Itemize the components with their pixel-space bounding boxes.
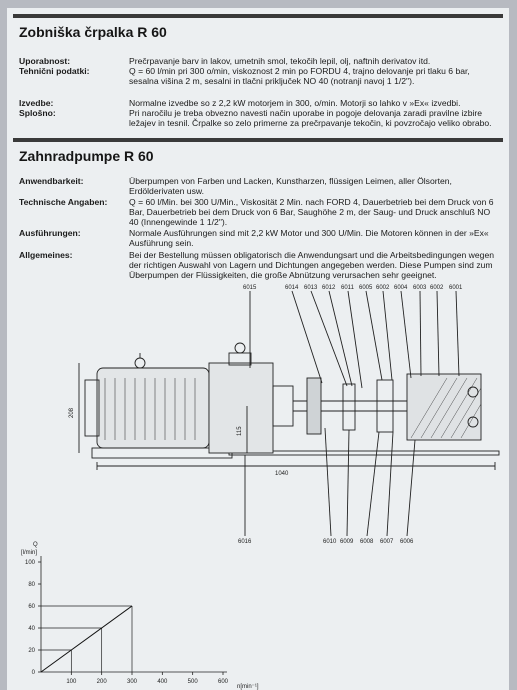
row-label: Splošno: — [19, 108, 56, 118]
row-text: Pri naročilu je treba obvezno navesti način uporabe in pogoje delovanja zaradi pravilne izbire ležajev in tesnil. Črpalke so zelo primerne za prečrpavanje tekočin, ki povzročajo veliko obrabo. — [129, 108, 492, 129]
series-line — [41, 606, 132, 672]
row-label: Anwendbarkeit: — [19, 176, 84, 186]
y-tick-label: 100 — [24, 560, 35, 566]
row-text: Q = 60 l/Min. bei 300 U/Min., Viskosität 2 Min. nach FORD 4, Dauerbetrieb bei dem Druck von 6 Bar, Dauerbetrieb bei dem Druck von 6 Bar, Saughöhe 2 m, der Saug- und Druck anschluß NO 40 (Innengewinde 1 1/2"). — [129, 197, 494, 228]
x-tick-label: 400 — [157, 679, 168, 685]
part-number: 6015 — [243, 285, 257, 291]
x-tick-label: 300 — [126, 679, 138, 685]
part-number: 6004 — [394, 285, 408, 291]
chart-ylabel-top: Q — [33, 542, 38, 548]
y-tick-label: 40 — [28, 626, 35, 632]
x-tick-label: 500 — [187, 679, 198, 685]
row-label: Allgemeines: — [19, 250, 73, 260]
part-number: 6003 — [413, 285, 427, 291]
part-number: 6014 — [285, 285, 299, 291]
y-tick-label: 0 — [31, 670, 35, 676]
chart-ylabel-unit: [l/min] — [21, 550, 38, 556]
german-title: Zahnradpumpe R 60 — [19, 148, 154, 164]
row-text: Bei der Bestellung müssen obligatorisch die Anwendungsart und die Arbeitsbedingungen wegen der richtigen Auswahl von Lagern und Dichtungen angegeben werden. Diese Pumpen sind zum Überpumpen der Flüssigkeiten, die große Abnützung verursachen sehr geeignet. — [129, 250, 495, 281]
y-tick-label: 60 — [28, 604, 35, 610]
dimension-shaft-height: 115 — [237, 426, 243, 436]
part-number: 6007 — [380, 539, 394, 545]
row-label: Izvedbe: — [19, 98, 54, 108]
row-text: Normale Ausführungen sind mit 2,2 kW Motor und 300 U/Min. Die Motoren können in der »Ex« Ausführung sein. — [129, 228, 489, 249]
part-number: 6011 — [341, 285, 354, 291]
row-text: Überpumpen von Farben und Lacken, Kunstharzen, flüssigen Leimen, aller Ölsorten, Erdölderivaten usw. — [129, 176, 452, 197]
part-number: 6012 — [322, 285, 336, 291]
part-number: 6016 — [238, 539, 252, 545]
catalog-page — [7, 8, 509, 690]
part-number: 6006 — [400, 539, 414, 545]
dimension-length: 1040 — [275, 471, 289, 477]
part-number: 6002 — [376, 285, 390, 291]
y-tick-label: 80 — [28, 582, 35, 588]
dimension-height: 208 — [69, 407, 75, 418]
part-number: 6010 — [323, 539, 337, 545]
chart-xlabel: n[min⁻¹] — [237, 684, 259, 690]
part-number: 6005 — [359, 285, 373, 291]
part-number: 6001 — [449, 285, 463, 291]
row-label: Ausführungen: — [19, 228, 81, 238]
row-text: Prečrpavanje barv in lakov, umetnih smol, tekočih lepil, olj, naftnih derivatov itd. — [129, 56, 431, 66]
row-label: Technische Angaben: — [19, 197, 108, 207]
part-number: 6009 — [340, 539, 354, 545]
x-tick-label: 100 — [66, 679, 77, 685]
row-label: Tehnični podatki: — [19, 66, 90, 76]
x-tick-label: 200 — [96, 679, 107, 685]
row-label: Uporabnost: — [19, 56, 71, 66]
row-text: Q = 60 l/min pri 300 o/min, viskoznost 2 min po FORDU 4, trajno delovanje pri tlaku 6 bar, sesalna višina 2 m, sesalni in tlačni priključek NO 40 (notranji navoj 1 1/2"). — [129, 66, 470, 87]
y-tick-label: 20 — [28, 648, 35, 654]
x-tick-label: 600 — [217, 679, 229, 685]
part-number: 6008 — [360, 539, 374, 545]
performance-chart — [7, 8, 509, 690]
chart-plot-area — [25, 556, 229, 685]
slovene-title: Zobniška črpalka R 60 — [19, 24, 167, 40]
row-text: Normalne izvedbe so z 2,2 kW motorjem in 300, o/min. Motorji so lahko v »Ex« izvedbi. — [129, 98, 461, 108]
part-number: 6002 — [430, 285, 444, 291]
part-number: 6013 — [304, 285, 318, 291]
